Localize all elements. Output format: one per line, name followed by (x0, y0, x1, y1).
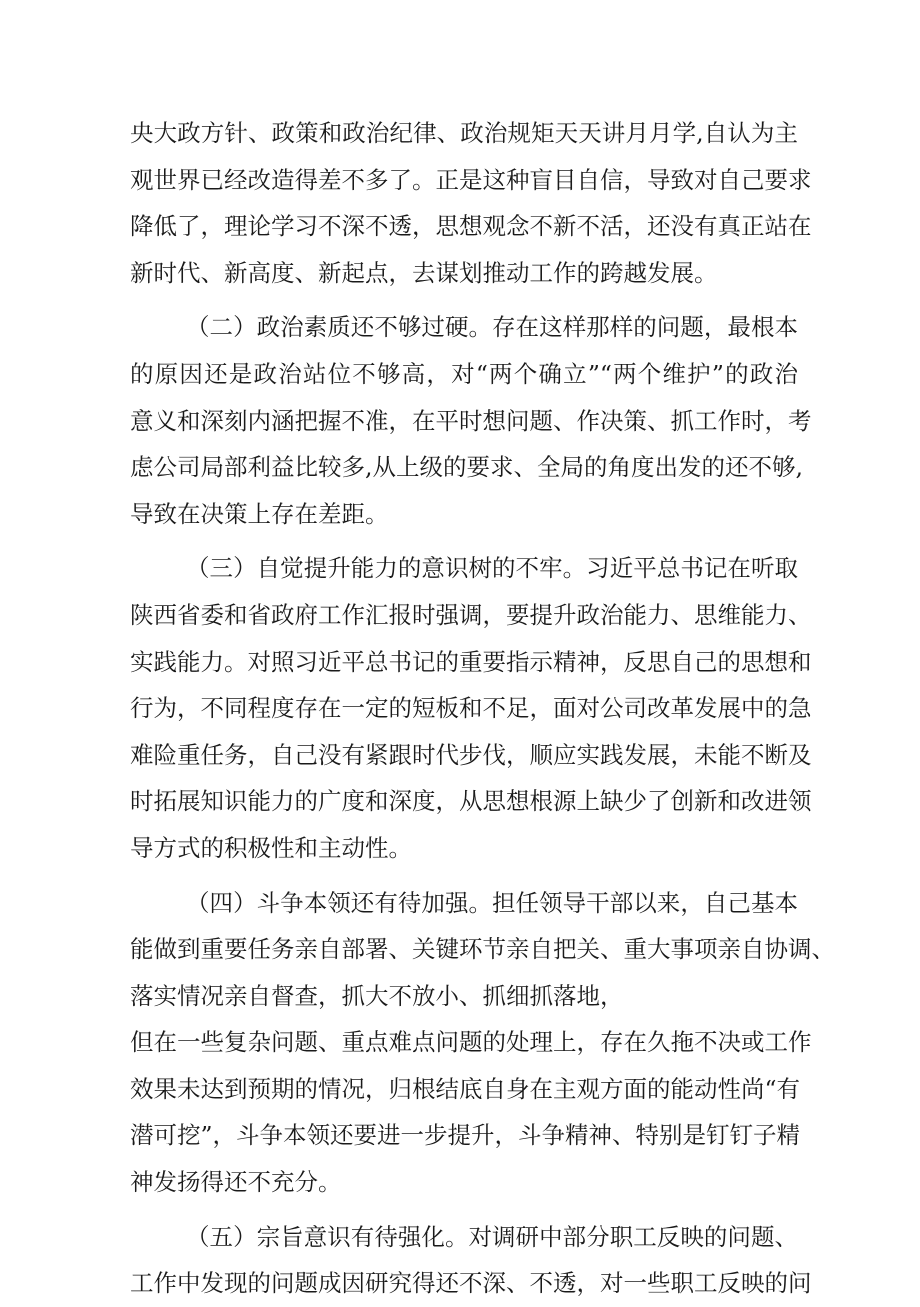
section-heading-line: （五）宗旨意识有待强化。对调研中部分职工反映的问题、 (186, 1222, 798, 1251)
text-line: 效果未达到预期的情况，归根结底自身在主观方面的能动性尚“有 (130, 1074, 801, 1103)
text-line: 工作中发现的问题成因研究得还不深、不透，对一些职工反映的问 (130, 1269, 812, 1298)
text-line: 导致在决策上存在差距。 (130, 499, 389, 528)
text-line: 导方式的积极性和主动性。 (130, 833, 412, 862)
text-line: 时拓展知识能力的广度和深度，从思想根源上缺少了创新和改进领 (130, 787, 812, 816)
section-heading-line: （二）政治素质还不够过硬。存在这样那样的问题，最根本 (186, 313, 798, 342)
document-body (130, 110, 835, 1307)
text-line: 行为，不同程度存在一定的短板和不足，面对公司改革发展中的急 (130, 694, 812, 723)
text-line: 实践能力。对照习近平总书记的重要指示精神，反思自己的思想和 (130, 647, 812, 676)
text-line: 能做到重要任务亲自部署、关键环节亲自把关、重大事项亲自协调、 (130, 935, 835, 964)
text-line: 降低了，理论学习不深不透，思想观念不新不活，还没有真正站在 (130, 212, 812, 241)
text-line: 虑公司局部利益比较多,从上级的要求、全局的角度出发的还不够, (130, 453, 803, 482)
text-line: 央大政方针、政策和政治纪律、政治规矩天天讲月月学,自认为主 (130, 119, 798, 147)
text-line: 落实情况亲自督查，抓大不放小、抓细抓落地， (130, 981, 624, 1010)
text-line: 的原因还是政治站位不够高，对“两个确立”“两个维护”的政治 (130, 359, 798, 388)
text-line: 观世界已经改造得差不多了。正是这种盲目自信，导致对自己要求 (130, 165, 812, 194)
text-line: 新时代、新高度、新起点，去谋划推动工作的跨越发展。 (130, 258, 718, 287)
text-line: 潜可挖”，斗争本领还要进一步提升，斗争精神、特别是钉钉子精 (130, 1121, 801, 1150)
text-line: 陕西省委和省政府工作汇报时强调，要提升政治能力、思维能力、 (130, 600, 812, 629)
text-line: 神发扬得还不充分。 (130, 1168, 342, 1197)
text-line: 难险重任务，自己没有紧跟时代步伐，顺应实践发展，未能不断及 (130, 740, 812, 769)
text-line: 但在一些复杂问题、重点难点问题的处理上，存在久拖不决或工作 (130, 1028, 812, 1057)
text-line: 意义和深刻内涵把握不准，在平时想问题、作决策、抓工作时，考 (130, 406, 812, 435)
section-heading-line: （三）自觉提升能力的意识树的不牢。习近平总书记在听取 (186, 554, 798, 583)
section-heading-line: （四）斗争本领还有待加强。担任领导干部以来，自己基本 (186, 888, 798, 917)
